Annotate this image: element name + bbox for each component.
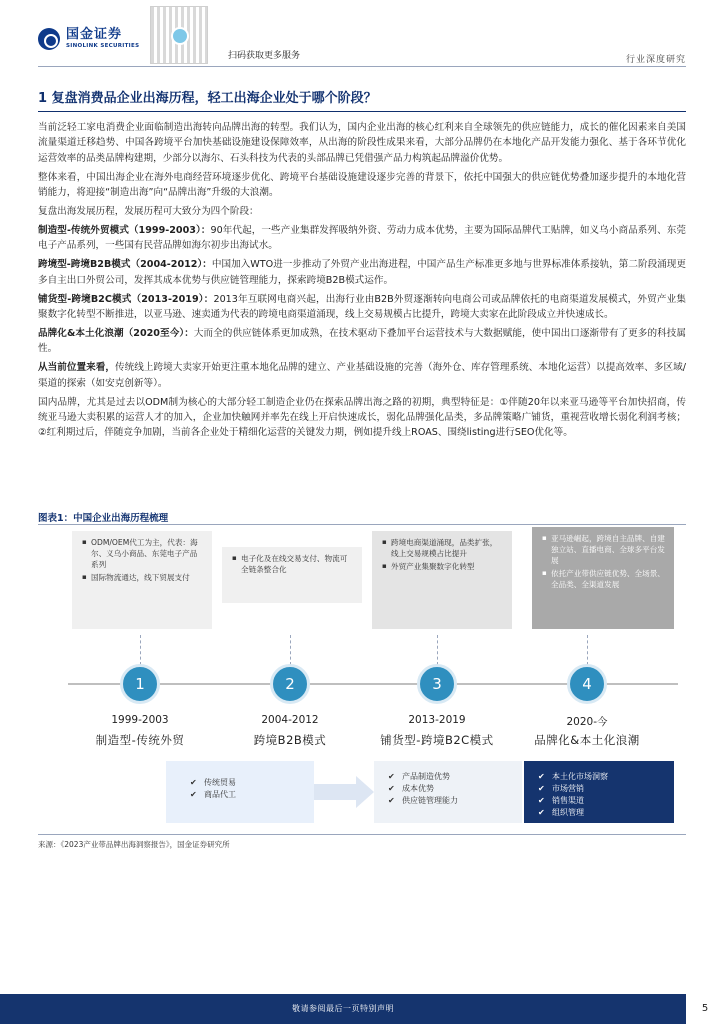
body-text <box>38 120 686 444</box>
figure-title: 图表1：中国企业出海历程梳理 <box>38 513 169 524</box>
connector-line <box>587 635 588 665</box>
list-item: ✔ 本土化市场洞察 <box>538 771 664 783</box>
list-item: ✔ 组织管理 <box>538 807 664 819</box>
timeline-year-3: 2013-2019 <box>408 714 466 726</box>
logo-name-cn: 国金证券 <box>66 27 123 42</box>
list-item: ✔ 商品代工 <box>190 789 304 801</box>
qr-code-icon[interactable] <box>150 6 208 64</box>
logo-icon <box>38 28 60 50</box>
section-title-divider <box>38 111 686 112</box>
current-position-lead: 从当前位置来看， <box>38 362 115 374</box>
timeline-year-4: 2020-今 <box>566 716 608 728</box>
list-item: ✔ 销售渠道 <box>538 795 664 807</box>
capability-panel-1 <box>166 761 314 823</box>
timeline-node-1: 1 <box>120 664 160 704</box>
paragraph: 国内品牌，尤其是过去以ODM制为核心的大部分轻工制造企业仍在探索品牌出海之路的初期，典型特征是：①伴随20年以来亚马逊等平台加快招商，传统亚马逊大卖积累的运营人才的加入，企业加快触网并率先在线上开启快速成长，弱化品牌强化品类，多品牌策略广铺货，重视营收增长弱化利润考核；②红利期过后，伴随竞争加剧，当前各企业处于精细化运营的关键发力期，例如提升线上ROAS、围绕listing进行SEO优化等。 <box>38 396 686 439</box>
connector-line <box>290 635 291 665</box>
stage-4-description-box <box>532 527 674 629</box>
stage-1-description-box <box>72 531 212 629</box>
list-item: ▪ 电子化及在线交易支付、物流可全链条整合化 <box>232 553 354 575</box>
footer-disclaimer[interactable]: 敬请参阅最后一页特别声明 <box>292 1004 394 1013</box>
arrow-right-icon <box>314 776 374 808</box>
stage-4-lead: 品牌化&本土化浪潮（2020至今）： <box>38 327 194 339</box>
list-item: ▪ ODM/OEM代工为主，代表：海尔、义乌小商品、东莞电子产品系列 <box>82 537 204 570</box>
page-number: 5 <box>701 1003 709 1014</box>
list-item: ✔ 产品制造优势 <box>388 771 512 783</box>
stage-4-text: 大而全的供应链体系更加成熟，在技术驱动下叠加平台运营技术与大数据赋能，使中国出口逐渐带有了更多的科技属性。 <box>38 327 686 355</box>
stage-2-lead: 跨境型-跨境B2B模式（2004-2012）： <box>38 259 212 271</box>
timeline-node-3: 3 <box>417 664 457 704</box>
figure-source: 来源：《2023产业带品牌出海洞察报告》，国金证券研究所 <box>38 834 686 850</box>
paragraph: 整体来看，中国出海企业在海外电商经营环境逐步优化、跨境平台基础设施建设逐步完善的背景下，依托中国强大的供应链优势叠加逐步提升的本地化营销能力，将迎接“制造出海”向“品牌出海”升级的大浪潮。 <box>38 171 686 199</box>
stage-1-text: 90年代起，一些产业集群发挥吸纳外资、劳动力成本优势，主要为国际品牌代工贴牌，如义乌小商品系列、东莞电子产品系列，一些国有民营品牌如海尔初步出海试水。 <box>38 224 686 252</box>
figure-divider <box>38 524 686 525</box>
stage-3-description-box <box>372 531 512 629</box>
list-item: ▪ 外贸产业集聚数字化转型 <box>382 561 504 572</box>
document-type: 行业深度研究 <box>625 55 686 65</box>
list-item: ▪ 依托产业带供应链优势、全场景、全品类、全渠道发展 <box>542 568 666 590</box>
timeline-mode-3: 铺货型-跨境B2C模式 <box>380 733 494 747</box>
timeline-mode-4: 品牌化&本土化浪潮 <box>534 733 640 747</box>
page-header <box>0 0 724 70</box>
paragraph-stage-4 <box>38 326 686 357</box>
page-footer <box>0 994 686 1024</box>
connector-line <box>140 635 141 665</box>
stage-2-text: 中国加入WTO进一步推动了外贸产业出海进程，中国产品生产标准更多地与世界标准体系接轨，第二阶段涌现更多自主出口外贸公司，发挥其成本优势与供应链管理能力，探索跨境B2B模式运作。 <box>38 259 686 286</box>
connector-line <box>437 635 438 665</box>
stage-3-text: 2013年互联网电商兴起，出海行业由B2B外贸逐渐转向电商公司或品牌依托的电商渠道发展模式，外贸产业集聚数字化转型不断推进，以亚马逊、速卖通为代表的跨境电商渠道涌现，线上交易规模占比提升，跨境大卖家在此阶段成立并快速成长。 <box>38 293 686 320</box>
current-position-text: 传统线上跨境大卖家开始更注重本地化品牌的建立、产业基础设施的完善（海外仓、库存管理系统、本地化运营）以提高效率、多区域/渠道的探索（如安克创新等）。 <box>38 362 687 389</box>
stage-1-lead: 制造型-传统外贸模式（1999-2003）： <box>38 224 211 236</box>
list-item: ▪ 跨境电商渠道涌现，品类扩张，线上交易规模占比提升 <box>382 537 504 559</box>
list-item: ✔ 传统贸易 <box>190 777 304 789</box>
timeline-year-2: 2004-2012 <box>261 714 319 726</box>
qr-caption: 扫码获取更多服务 <box>228 51 301 61</box>
timeline-node-2: 2 <box>270 664 310 704</box>
paragraph: 当前泛轻工家电消费企业面临制造出海转向品牌出海的转型。我们认为，国内企业出海的核心红利来自全球领先的供应链能力，成长的催化因素来自美国流量渠道迁移趋势、中国各跨境平台加快基础设施建设保障效率，从出海的阶段性成果来看，大部分品牌仍在本地化产品开发能力强化、基于各环节优化运营效率的品类品牌构建期，少部分以海尔、石头科技为代表的头部品牌已凭借强产品力构筑起品牌溢价优势。 <box>38 122 686 164</box>
timeline-mode-2: 跨境B2B模式 <box>253 733 327 747</box>
timeline-node-4: 4 <box>567 664 607 704</box>
header-divider <box>38 66 686 67</box>
logo-name-en: SINOLINK SECURITIES <box>66 43 140 49</box>
paragraph: 复盘出海发展历程，发展历程可大致分为四个阶段： <box>38 206 259 218</box>
section-title: 1 复盘消费品企业出海历程，轻工出海企业处于哪个阶段？ <box>38 91 377 106</box>
capability-panel-3 <box>524 761 674 823</box>
list-item: ✔ 供应链管理能力 <box>388 795 512 807</box>
paragraph-stage-1 <box>38 223 686 254</box>
list-item: ▪ 国际物流通达，线下贸展支付 <box>82 572 204 583</box>
stage-2-description-box <box>222 547 362 603</box>
list-item: ✔ 成本优势 <box>388 783 512 795</box>
timeline-mode-1: 制造型-传统外贸 <box>95 733 185 747</box>
paragraph-stage-2 <box>38 257 686 288</box>
stage-3-lead: 铺货型-跨境B2C模式（2013-2019）： <box>38 293 214 305</box>
capability-panel-2 <box>374 761 522 823</box>
paragraph-stage-3 <box>38 292 686 323</box>
company-logo <box>38 28 139 50</box>
list-item: ▪ 亚马逊崛起，跨境自主品牌、自建独立站、直播电商、全球多平台发展 <box>542 533 666 566</box>
paragraph-current-position <box>38 360 686 391</box>
list-item: ✔ 市场营销 <box>538 783 664 795</box>
timeline-year-1: 1999-2003 <box>111 714 169 726</box>
